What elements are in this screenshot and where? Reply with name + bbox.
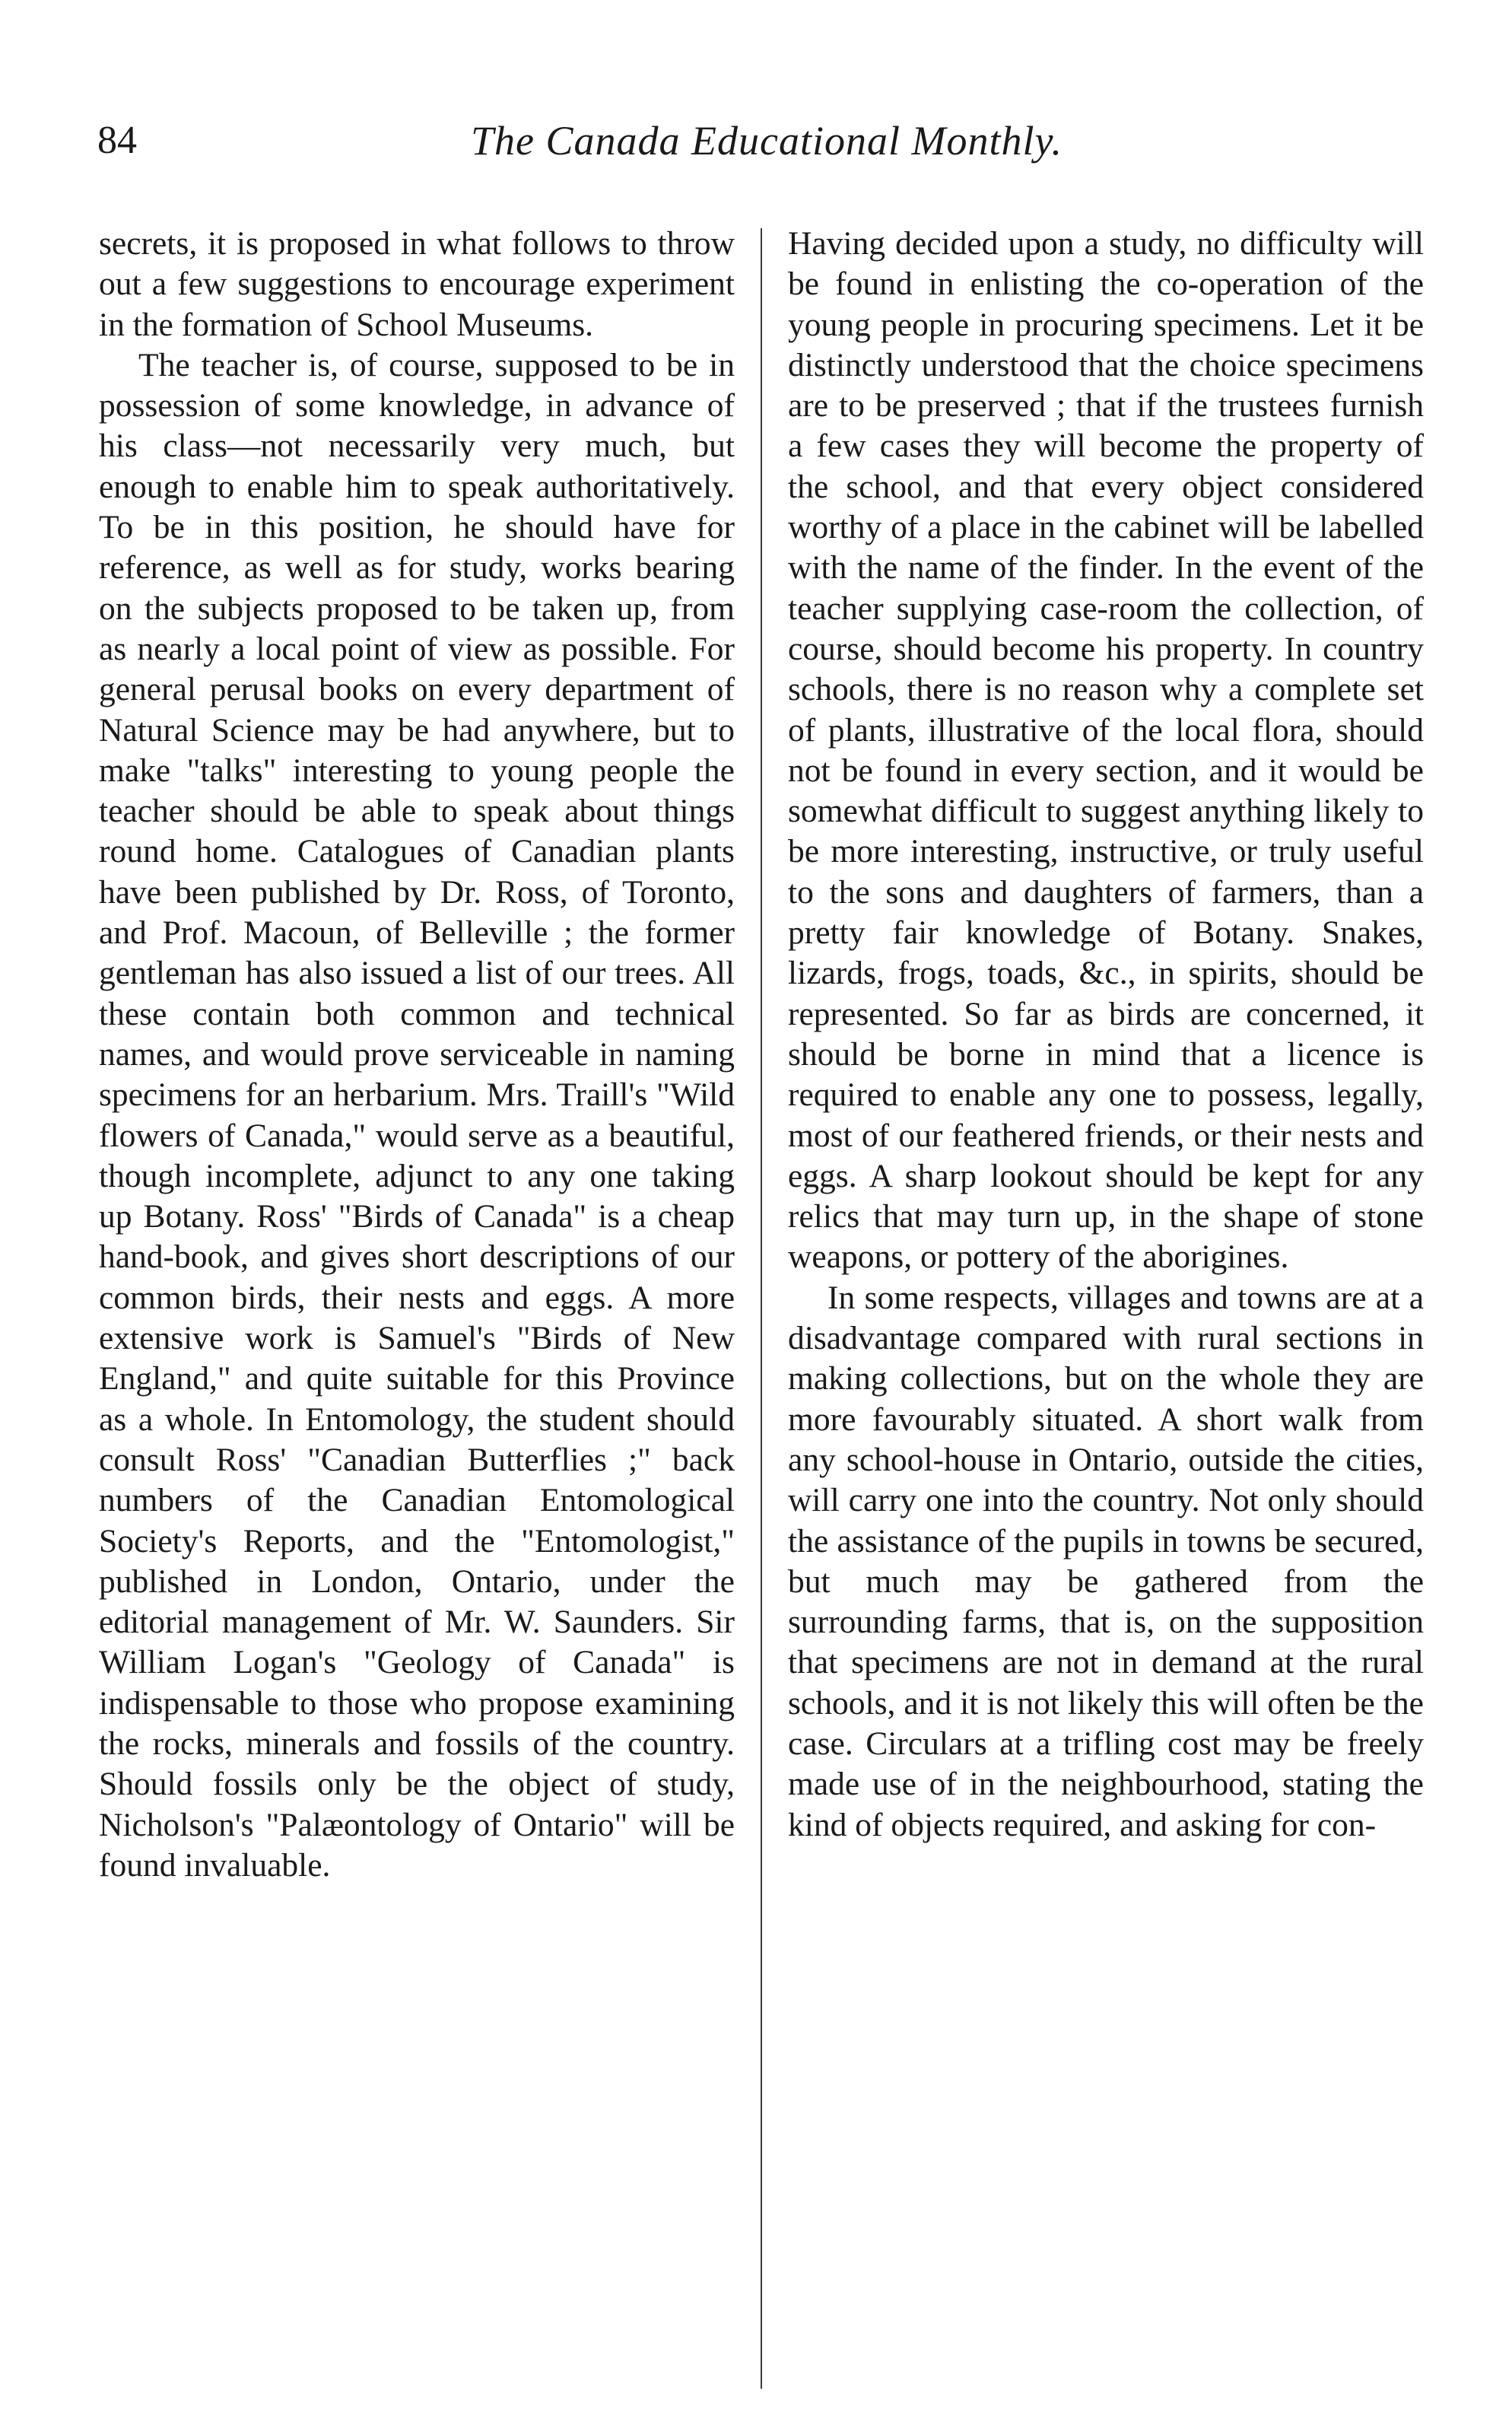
paragraph: The teacher is, of course, supposed to be in possession of some knowledge, in advance of his class—not necessarily very much, but enough to enable him to speak authoritatively. To be in this position, he should have for reference, as well as for study, works bearing on the subjects proposed to be taken up, from as nearly a local point of view as possible. For general perusal books on every department of Natural Science may be had anywhere, but to make "talks" interesting to young people the teacher should be able to speak about things round home. Catalogues of Canadian plants have been published by Dr. Ross, of Toronto, and Prof. Macoun, of Belleville ; the former gentleman has also issued a list of our trees. All these contain both common and technical names, and would prove serviceable in naming specimens for an herbarium. Mrs. Traill's "Wild flowers of Canada," would serve as a beautiful, though incomplete, adjunct to any one taking up Botany. Ross' "Birds of Canada" is a cheap hand-book, and gives short descriptions of our common birds, their nests and eggs. A more extensive work is Samuel's "Birds of New England," and quite suitable for this Province as a whole. In Entomology, the student should consult Ross' "Canadian Butterflies ;" back numbers of the Canadian Entomological Society's Reports, and the "Entomologist," published in London, Ontario, under the editorial management of Mr. W. Saunders. Sir William Logan's "Geology of Canada" is indispensable to those who propose examining the rocks, minerals and fossils of the country. Should fossils only be the object of study, Nicholson's "Palæontology of Ontario" will be found invaluable. bbox=[99, 346, 735, 1884]
paragraph: Having decided upon a study, no difficulty will be found in enlisting the co-operation of the young people in procuring specimens. Let it be distinctly understood that the choice specimens are to be preserved ; that if the trustees furnish a few cases they will become the property of the school, and that every object considered worthy of a place in the cabinet will be labelled with the name of the finder. In the event of the teacher supplying case-room the collection, of course, should become his property. In country schools, there is no reason why a complete set of plants, illustrative of the local flora, should not be found in every section, and it would be somewhat difficult to suggest anything likely to be more interesting, instructive, or truly useful to the sons and daughters of farmers, than a pretty fair knowledge of Botany. Snakes, lizards, frogs, toads, &c., in spirits, should be represented. So far as birds are concerned, it should be borne in mind that a licence is required to enable any one to possess, legally, most of our feathered friends, or their nests and eggs. A sharp lookout should be kept for any relics that may turn up, in the shape of stone weapons, or pottery of the aborigines. bbox=[788, 225, 1424, 1276]
right-column bbox=[788, 224, 1424, 1846]
running-head bbox=[97, 114, 1436, 167]
journal-title: The Canada Educational Monthly. bbox=[471, 118, 1063, 164]
left-column bbox=[99, 224, 735, 1886]
column-divider bbox=[761, 228, 762, 2389]
page-number: 84 bbox=[97, 119, 137, 162]
paragraph: secrets, it is proposed in what follows to throw out a few suggestions to encourage experiment in the formation of School Museums. bbox=[99, 225, 735, 343]
paragraph: In some respects, villages and towns are at a disadvantage compared with rural sections in making collections, but on the whole they are more favourably situated. A short walk from any school-house in Ontario, outside the cities, will carry one into the country. Not only should the assistance of the pupils in towns be secured, but much may be gathered from the surrounding farms, that is, on the supposition that specimens are not in demand at the rural schools, and it is not likely this will often be the case. Circulars at a trifling cost may be freely made use of in the neighbourhood, stating the kind of objects required, and asking for con- bbox=[788, 1279, 1424, 1843]
